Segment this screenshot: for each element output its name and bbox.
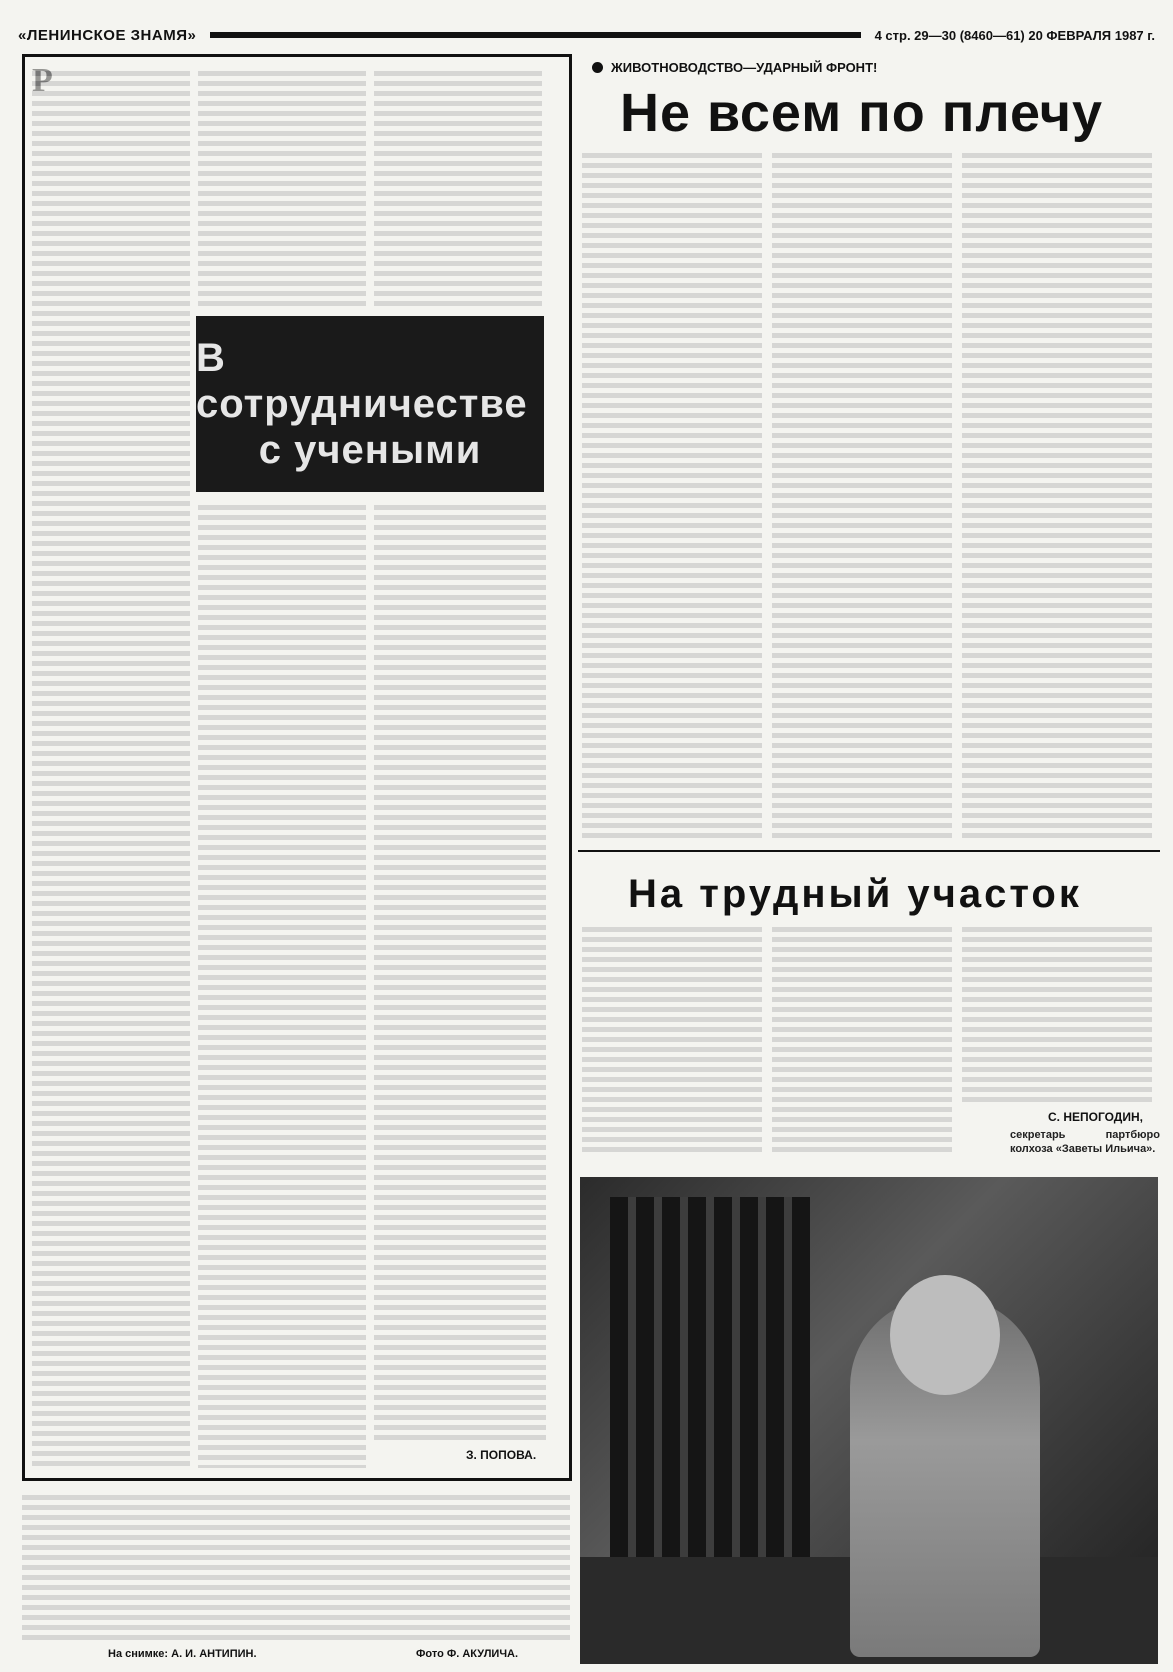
newspaper-name: «ЛЕНИНСКОЕ ЗНАМЯ»: [18, 26, 197, 44]
second-article-byline-role: [1010, 1128, 1160, 1158]
second-article-column-2: [772, 922, 952, 1154]
right-article-column-2-text: [772, 148, 952, 838]
byline-role-text: секретарь партбюро колхоза «Заветы Ильича».: [1010, 1129, 1160, 1155]
right-article-headline: Не всем по плечу: [620, 83, 1104, 143]
photo-caption-text: [22, 1490, 570, 1640]
right-article-column-2: [772, 148, 952, 838]
photo-subject: На снимке: А. И. АНТИПИН.: [108, 1648, 257, 1660]
right-article-column-3-text: [962, 148, 1152, 838]
left-article-column-1: [32, 66, 190, 1468]
masthead: [18, 24, 1155, 46]
left-article-column-4-text: [198, 500, 366, 1468]
second-article-column-2-text: [772, 922, 952, 1154]
section-divider: [578, 850, 1160, 852]
left-article-column-2-top: [198, 66, 366, 306]
photo-worker-head: [890, 1275, 1000, 1395]
right-article-column-1: [582, 148, 762, 838]
left-article-column-1-text: [32, 66, 190, 1468]
left-article-column-5-text: [374, 500, 546, 1440]
photo-caption: [22, 1490, 570, 1640]
photo-credit: Фото Ф. АКУЛИЧА.: [416, 1648, 519, 1660]
left-article-column-3-top: [374, 66, 542, 306]
second-article-column-3: [962, 922, 1152, 1102]
second-article-column-3-text: [962, 922, 1152, 1102]
left-article-column-3-text: [374, 66, 542, 306]
masthead-rule: [210, 32, 860, 38]
right-article-column-3: [962, 148, 1152, 838]
left-article-column-5: [374, 500, 546, 1440]
second-article-headline: На трудный участок: [628, 872, 1082, 916]
section-kicker: [592, 60, 877, 75]
inset-heading-line-1: В сотрудничестве: [196, 336, 528, 426]
second-article-column-1-text: [582, 922, 762, 1154]
second-article-byline: С. НЕПОГОДИН,: [1048, 1110, 1143, 1124]
inset-heading-line-2: с учеными: [258, 428, 482, 472]
bullet-icon: [592, 62, 603, 73]
second-article-column-1: [582, 922, 762, 1154]
workshop-photo: [580, 1177, 1158, 1664]
right-article-column-1-text: [582, 148, 762, 838]
left-article-column-4: [198, 500, 366, 1468]
section-kicker-text: ЖИВОТНОВОДСТВО—УДАРНЫЙ ФРОНТ!: [611, 60, 878, 75]
issue-info: 4 стр. 29—30 (8460—61) 20 ФЕВРАЛЯ 1987 г.: [874, 27, 1155, 43]
left-article-inset-heading: [196, 316, 544, 492]
left-article-column-2-text: [198, 66, 366, 306]
left-article-byline: З. ПОПОВА.: [466, 1448, 537, 1462]
